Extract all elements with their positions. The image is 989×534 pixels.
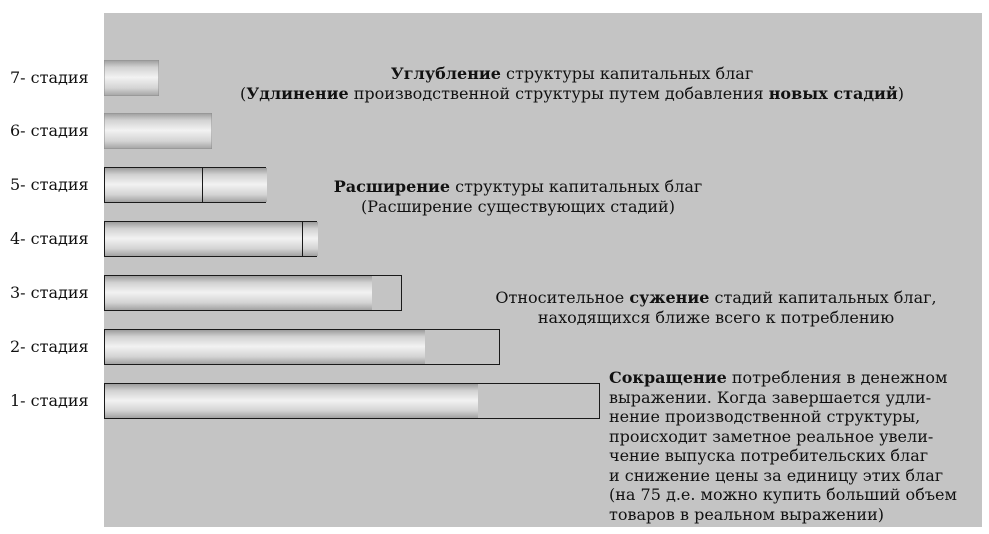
reduction-line-4: чение выпуска потребительских благ <box>609 446 929 465</box>
narrowing-annotation <box>484 288 948 327</box>
stage-bar <box>104 221 317 257</box>
reduction-annotation <box>609 368 979 524</box>
stage-bar <box>104 167 266 203</box>
deepening-sub-bold2: новых стадий <box>768 83 898 103</box>
stage-bar-fill <box>105 330 425 364</box>
narrowing-subtitle: находящихся ближе всего к потреблению <box>537 307 895 327</box>
deepening-paren-open: ( <box>239 83 247 103</box>
stage-bar <box>104 383 600 419</box>
deepening-annotation <box>232 64 912 103</box>
deepening-sub-bold1: Удлинение <box>246 83 349 103</box>
reduction-title-bold: Сокращение <box>609 368 727 387</box>
deepening-title-bold: Углубление <box>390 64 501 83</box>
stage-label: 4- стадия <box>10 229 89 248</box>
reduction-line-3: происходит заметное реальное увели- <box>609 426 934 446</box>
stage-label: 6- стадия <box>10 121 89 140</box>
narrowing-title-pre: Относительное <box>495 288 630 307</box>
stage-bar <box>104 275 402 311</box>
narrowing-title-bold: сужение <box>629 288 710 307</box>
stage-bar <box>104 60 159 96</box>
deepening-title-rest: структуры капитальных благ <box>500 64 754 83</box>
stage-label: 3- стадия <box>10 283 89 302</box>
stage-bar-fill <box>104 113 212 149</box>
stage-bar-inner-box <box>105 222 303 256</box>
narrowing-title-rest: стадий капитальных благ, <box>709 288 937 307</box>
stage-label: 2- стадия <box>10 337 89 356</box>
reduction-line-1: выражении. Когда завершается удли- <box>609 387 932 407</box>
stage-label: 7- стадия <box>10 68 89 87</box>
stage-label: 1- стадия <box>10 391 89 410</box>
reduction-line-2: нение производственной структуры, <box>609 407 921 426</box>
reduction-line-5: и снижение цены за единицу этих благ <box>609 465 944 485</box>
stage-bar <box>104 329 500 365</box>
reduction-title-rest: потребления в денежном <box>726 368 948 387</box>
reduction-line-7: товаров в реальном выражении) <box>609 504 884 524</box>
reduction-line-6: (на 75 д.е. можно купить больший объем <box>609 485 957 504</box>
stage-bar-fill <box>105 276 372 310</box>
stage-bar-fill <box>105 384 478 418</box>
stage-label: 5- стадия <box>10 175 89 194</box>
widening-subtitle: (Расширение существующих стадий) <box>361 196 675 216</box>
widening-title-bold: Расширение <box>333 177 451 196</box>
widening-annotation <box>316 177 720 216</box>
stage-bar-fill <box>104 60 159 96</box>
stage-bar <box>104 113 212 149</box>
widening-title-rest: структуры капитальных благ <box>450 177 703 196</box>
stage-bar-inner-box <box>105 168 203 202</box>
deepening-paren-close: ) <box>897 83 905 103</box>
deepening-sub-mid: производственной структуры путем добавления <box>348 83 769 103</box>
